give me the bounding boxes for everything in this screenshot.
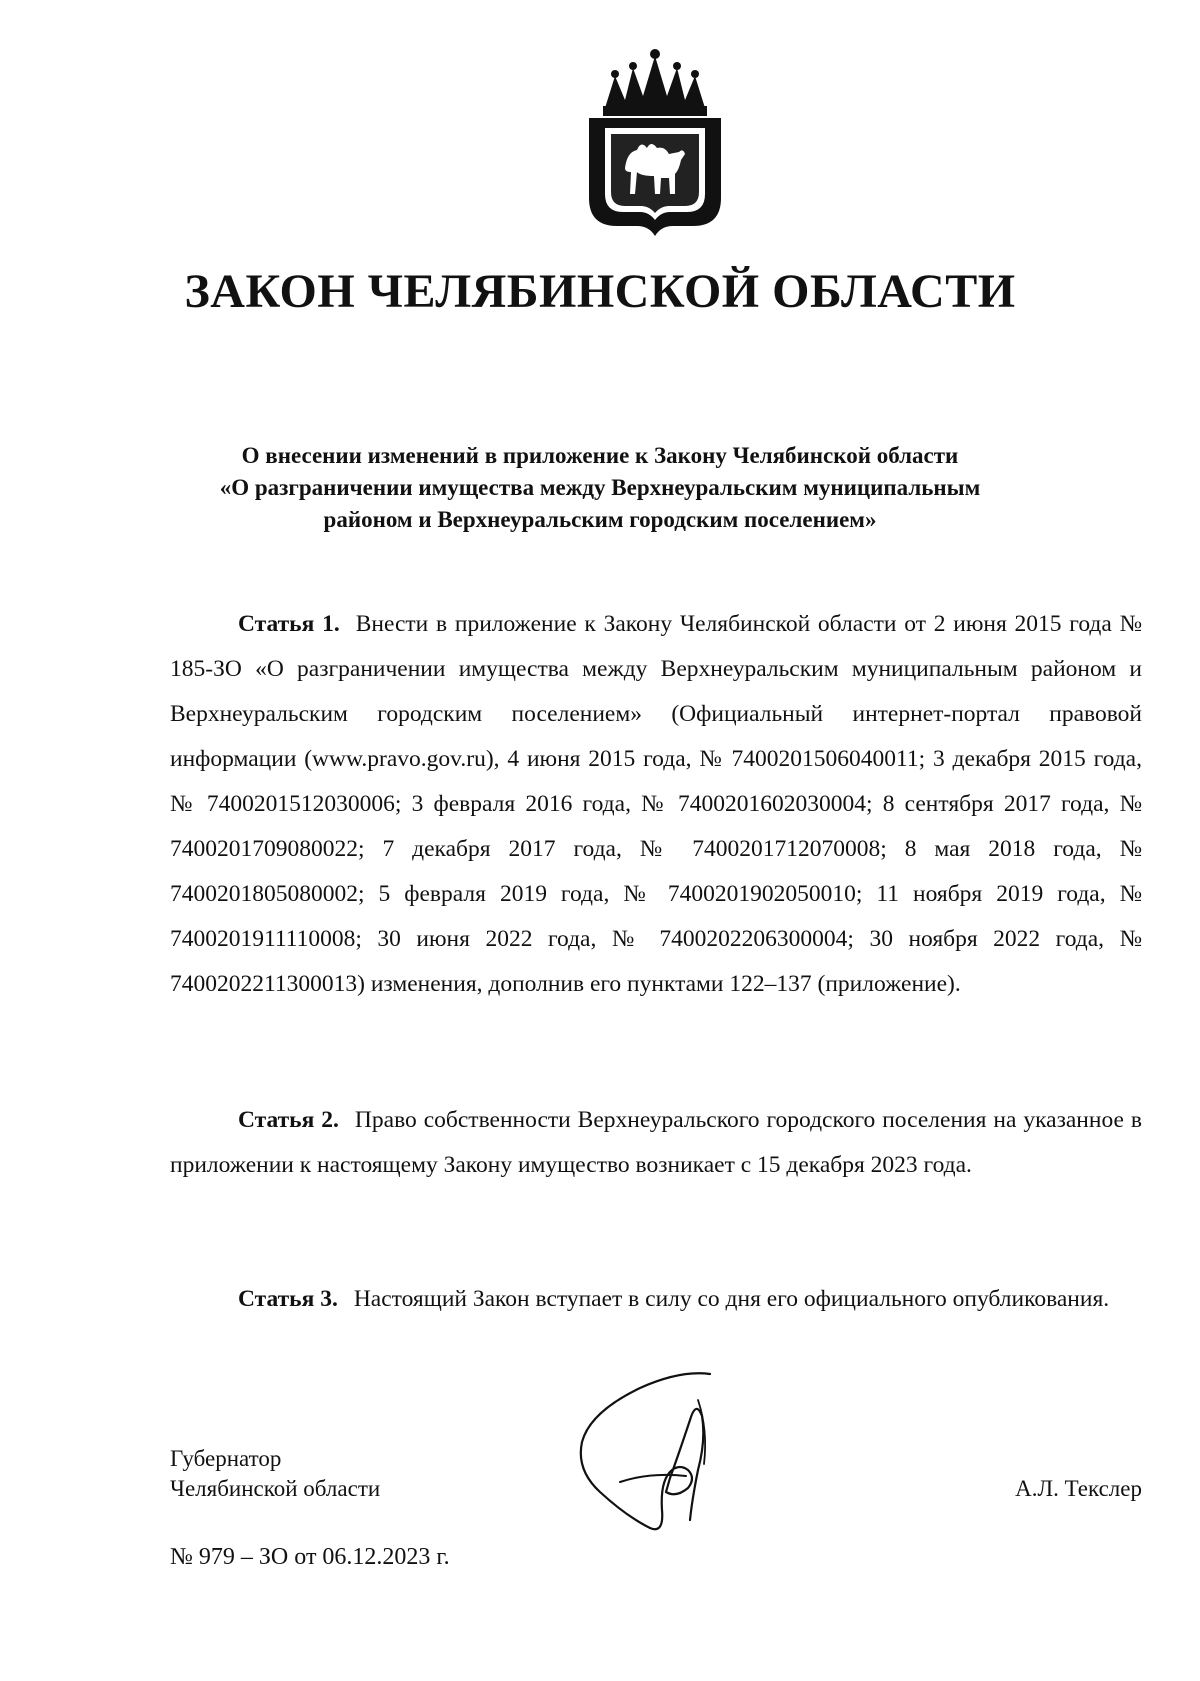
subtitle-line: «О разграничении имущества между Верхнеуральским муниципальным bbox=[219, 475, 981, 500]
article-2 bbox=[170, 1098, 1142, 1188]
article-text: Настоящий Закон вступает в силу со дня его официального опубликования. bbox=[353, 1286, 1110, 1312]
subtitle-line: О внесении изменений в приложение к Закону Челябинской области bbox=[241, 443, 959, 468]
law-subtitle bbox=[0, 440, 1200, 536]
position-line: Челябинской области bbox=[170, 1476, 381, 1501]
handwritten-signature-icon bbox=[560, 1360, 760, 1550]
subtitle-line: районом и Верхнеуральским городским поселением» bbox=[323, 507, 877, 532]
article-text: Внести в приложение к Закону Челябинской области от 2 июня 2015 года № 185-ЗО «О разграничении имущества между Верхнеуральским муниципальным районом и Верхнеуральским городским поселением» (Официальный интернет-портал правовой информации (www.pravo.gov.ru), 4 июня 2015 года, № 7400201506040011; 3 декабря 2015 года, № 7400201512030006; 3 февраля 2016 года, № 7400201602030004; 8 сентября 2017 года, № 7400201709080022; 7 декабря 2017 года, № 7400201712070008; 8 мая 2018 года, № 7400201805080002; 5 февраля 2019 года, № 7400201902050010; 11 ноября 2019 года, № 7400201911110008; 30 июня 2022 года, № 7400202206300004; 30 ноября 2022 года, № 7400202211300013) изменения, дополнив его пунктами 122–137 (приложение). bbox=[170, 611, 1142, 997]
signatory-position bbox=[170, 1444, 380, 1504]
article-heading: Статья 2. bbox=[238, 1107, 339, 1133]
article-1 bbox=[170, 602, 1142, 1007]
registration-number: № 979 – ЗО от 06.12.2023 г. bbox=[170, 1544, 450, 1570]
article-heading: Статья 1. bbox=[238, 611, 340, 637]
article-3 bbox=[170, 1277, 1142, 1322]
article-heading: Статья 3. bbox=[238, 1286, 338, 1312]
position-line: Губернатор bbox=[170, 1446, 282, 1471]
article-text: Право собственности Верхнеуральского городского поселения на указанное в приложении к настоящему Закону имущество возникает с 15 декабря 2023 года. bbox=[170, 1107, 1142, 1178]
coat-of-arms-icon bbox=[575, 48, 735, 238]
signatory-name: А.Л. Текслер bbox=[1015, 1476, 1142, 1501]
law-title: ЗАКОН ЧЕЛЯБИНСКОЙ ОБЛАСТИ bbox=[184, 265, 1016, 318]
